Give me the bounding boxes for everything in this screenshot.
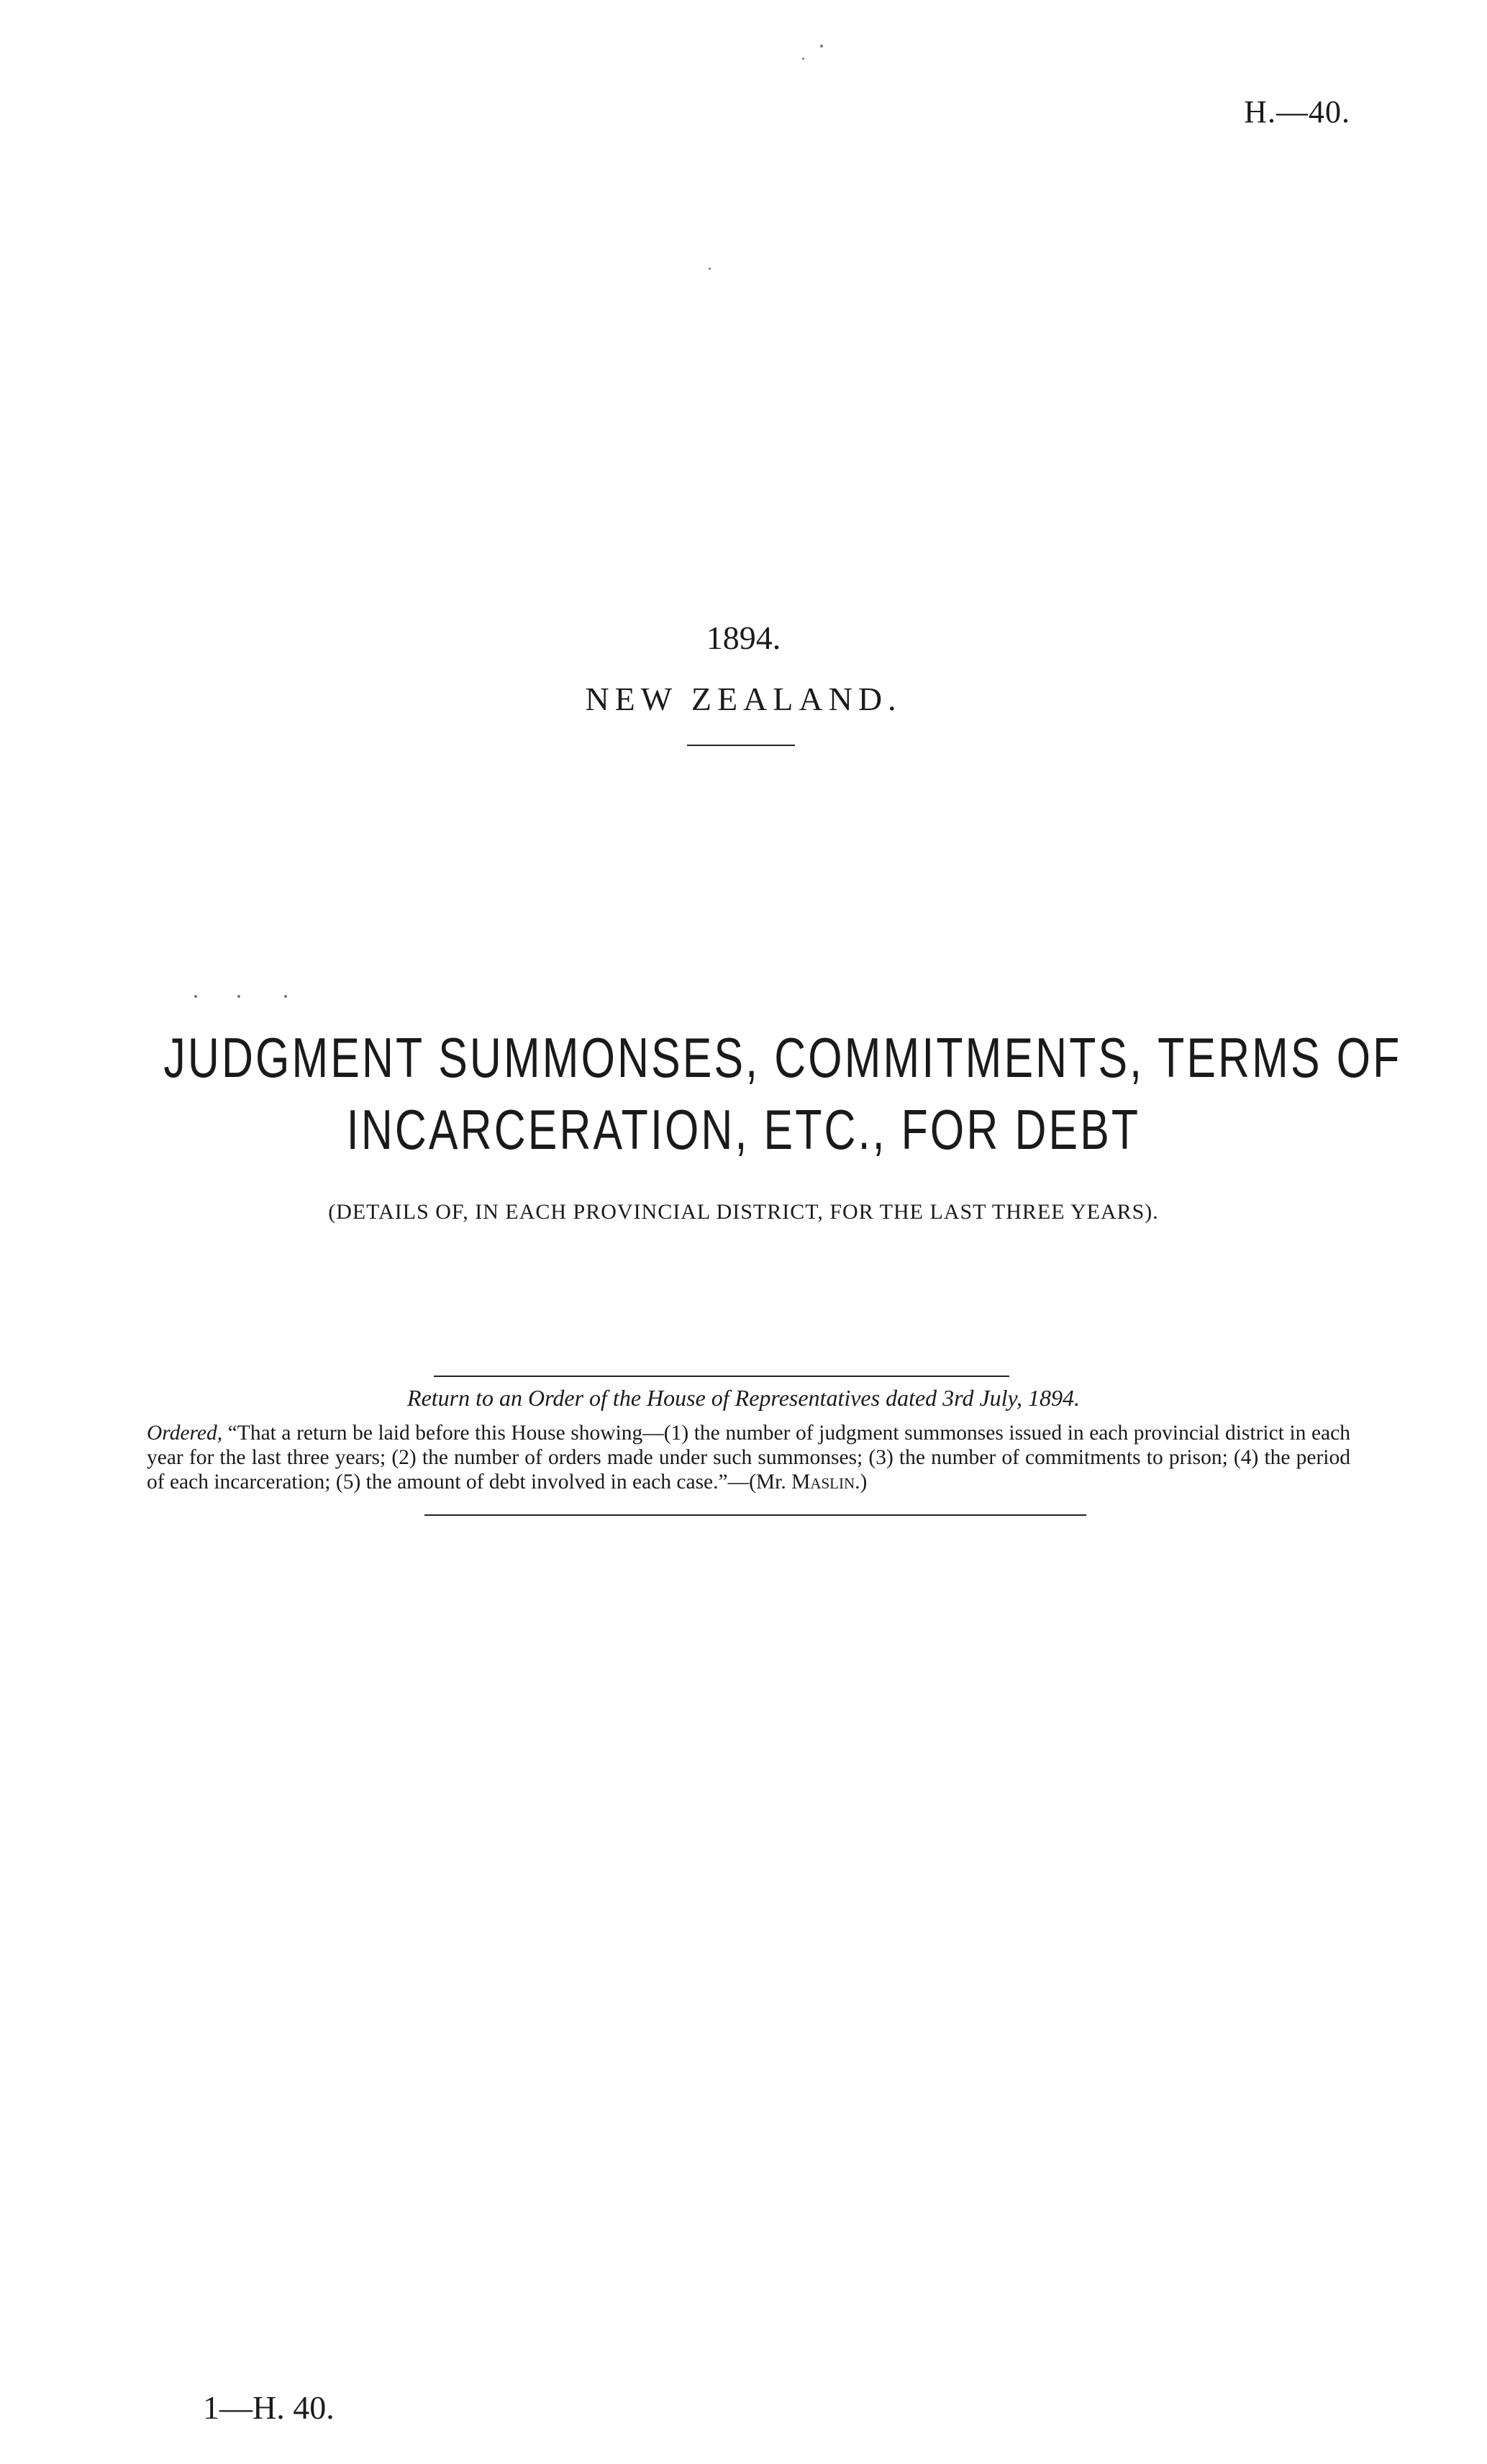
order-label: Ordered, bbox=[147, 1422, 223, 1445]
document-subtitle: (DETAILS OF, IN EACH PROVINCIAL DISTRICT, FOR THE LAST THREE YEARS). bbox=[328, 1200, 1159, 1224]
country-heading: NEW ZEALAND. bbox=[585, 681, 902, 717]
document-year: 1894. bbox=[706, 619, 781, 656]
order-paragraph bbox=[95, 1421, 1350, 1494]
order-body: “That a return be laid before this House showing—(1) the number of judgment summonses issued in each provincial district in each year for the last three years; (2) the number of orders made under such summonses; (3) the number of commitments to prison; (4) the period of each incarceration; (5) the amount of debt involved in each case.”—(Mr. bbox=[147, 1422, 1350, 1494]
scan-speck bbox=[709, 268, 711, 270]
page-reference: 1—H. 40. bbox=[203, 2389, 335, 2426]
document-title-line-1: JUDGMENT SUMMONSES, COMMITMENTS, TERMS OF bbox=[163, 1026, 1402, 1089]
heading-divider bbox=[687, 745, 795, 746]
order-mover: Maslin bbox=[791, 1470, 855, 1494]
order-closing: .) bbox=[855, 1470, 868, 1494]
scan-speck bbox=[802, 58, 804, 60]
return-bottom-divider bbox=[424, 1514, 1086, 1516]
return-order-line: Return to an Order of the House of Representatives dated 3rd July, 1894. bbox=[407, 1385, 1080, 1411]
scan-speck bbox=[284, 995, 287, 998]
return-top-divider bbox=[434, 1376, 1009, 1377]
document-reference: H.—40. bbox=[1244, 94, 1350, 129]
order-text bbox=[95, 1421, 1350, 1494]
scan-speck bbox=[820, 45, 823, 47]
scan-speck bbox=[237, 995, 240, 998]
document-title-line-2: INCARCERATION, ETC., FOR DEBT bbox=[346, 1098, 1141, 1161]
scan-speck bbox=[194, 995, 197, 998]
